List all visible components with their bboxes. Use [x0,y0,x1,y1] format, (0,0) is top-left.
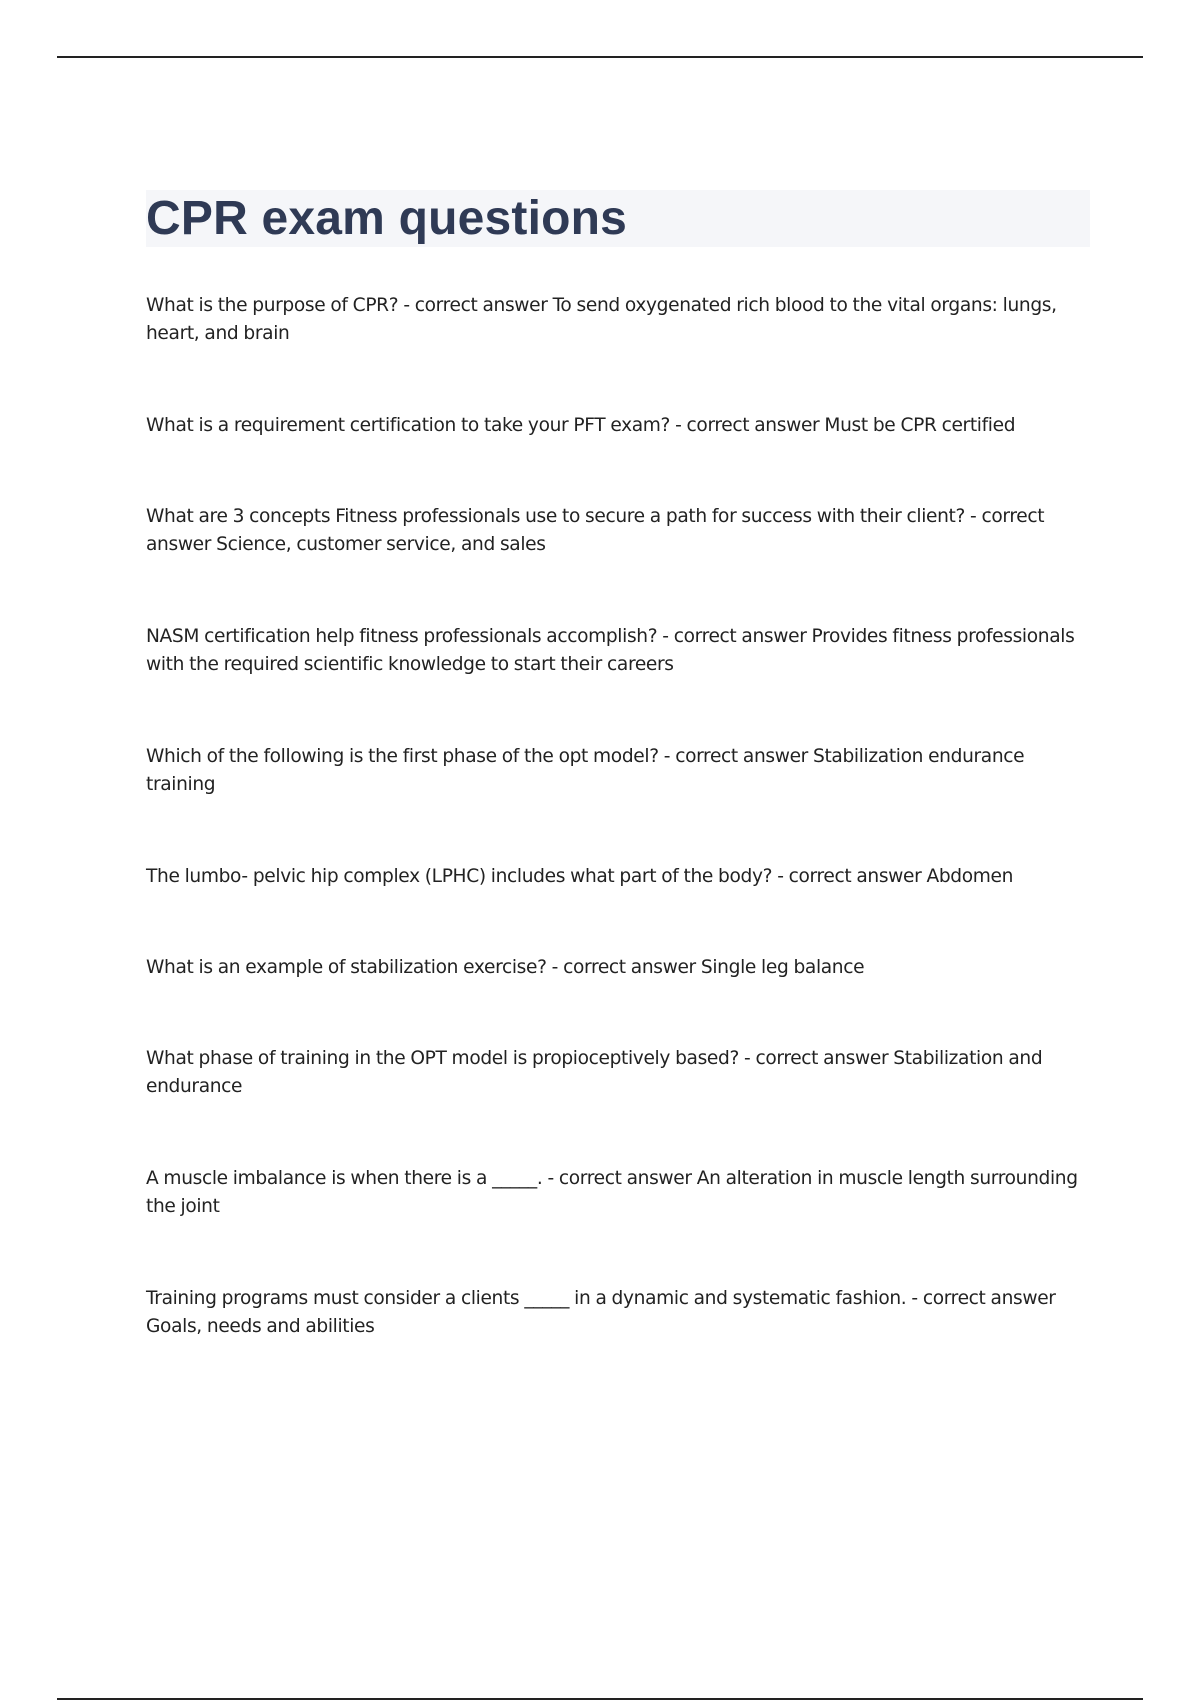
qa-item-2: What is a requirement certification to take your PFT exam? - correct answer Must be CPR certified [146,415,1016,436]
qa-item-4: NASM certification help fitness professionals accomplish? - correct answer Provides fitness professionals with the required scientific knowledge to start their careers [146,626,1075,675]
qa-item-5: Which of the following is the first phase of the opt model? - correct answer Stabilization endurance training [146,746,1025,795]
question-answer-list [146,292,1094,1405]
header-rule [57,56,1143,58]
qa-item-7: What is an example of stabilization exercise? - correct answer Single leg balance [146,957,865,978]
qa-item-1: What is the purpose of CPR? - correct answer To send oxygenated rich blood to the vital organs: lungs, heart, and brain [146,295,1057,344]
qa-item-3: What are 3 concepts Fitness professionals use to secure a path for success with their client? - correct answer Science, customer service, and sales [146,506,1045,555]
document-title: CPR exam questions [146,192,628,245]
qa-item-10: Training programs must consider a clients _____ in a dynamic and systematic fashion. - correct answer Goals, needs and abilities [146,1288,1056,1337]
qa-item-9: A muscle imbalance is when there is a _____. - correct answer An alteration in muscle length surrounding the joint [146,1168,1078,1217]
qa-item-6: The lumbo- pelvic hip complex (LPHC) includes what part of the body? - correct answer Abdomen [146,866,1014,887]
qa-item-8: What phase of training in the OPT model is propioceptively based? - correct answer Stabilization and endurance [146,1048,1043,1097]
